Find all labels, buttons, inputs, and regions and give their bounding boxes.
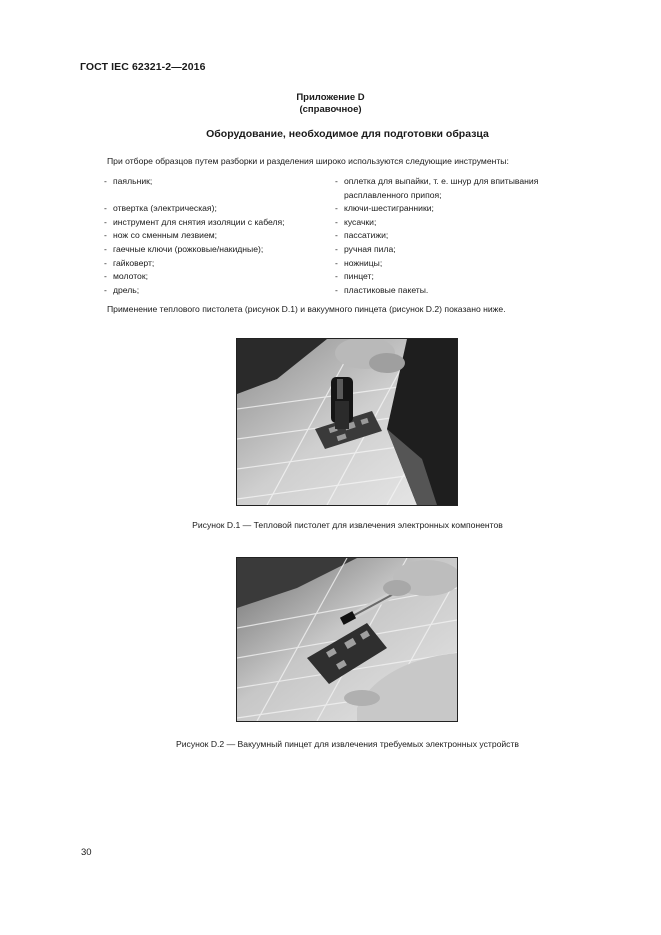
figure-d2-photo: [236, 557, 458, 722]
application-paragraph: Применение теплового пистолета (рисунок D.1) и вакуумного пинцета (рисунок D.2) показано ниже.: [107, 304, 506, 314]
list-item: - пинцет;: [335, 271, 374, 282]
annex-type: (справочное): [299, 104, 362, 115]
annex-title: Приложение D: [296, 92, 365, 103]
annex-heading: [0, 92, 661, 116]
intro-paragraph: При отборе образцов путем разборки и разделения широко используются следующие инструменты:: [107, 156, 509, 166]
list-item: - отвертка (электрическая);: [104, 203, 217, 214]
list-item-continuation: расплавленного припоя;: [344, 189, 442, 200]
section-title: Оборудование, необходимое для подготовки образца: [206, 128, 489, 140]
list-item: - кусачки;: [335, 216, 377, 227]
tools-list-right: [335, 175, 585, 297]
list-item: - ключи-шестигранники;: [335, 203, 434, 214]
figure-d1-caption: Рисунок D.1 — Тепловой пистолет для извлечения электронных компонентов: [192, 520, 503, 530]
list-item: - пассатижи;: [335, 230, 389, 241]
tools-list-left: [104, 175, 324, 297]
list-item: - ручная пила;: [335, 243, 396, 254]
list-item: - оплетка для выпайки, т. е. шнур для впитывания: [335, 176, 539, 186]
list-item: - гаечные ключи (рожковые/накидные);: [104, 243, 264, 254]
document-header: ГОСТ IEC 62321-2—2016: [80, 61, 206, 73]
figure-d1-photo: [236, 338, 458, 506]
list-item: - инструмент для снятия изоляции с кабеля;: [104, 216, 285, 227]
list-item: - гайковерт;: [104, 257, 155, 268]
list-item: - нож со сменным лезвием;: [104, 230, 218, 241]
list-item: - молоток;: [104, 271, 148, 282]
page-number: 30: [81, 847, 92, 858]
list-item: - паяльник;: [104, 176, 153, 186]
list-item: - дрель;: [104, 284, 140, 295]
list-item: - ножницы;: [335, 257, 383, 268]
list-item: - пластиковые пакеты.: [335, 284, 429, 295]
figure-d2-caption: Рисунок D.2 — Вакуумный пинцет для извлечения требуемых электронных устройств: [176, 739, 519, 749]
